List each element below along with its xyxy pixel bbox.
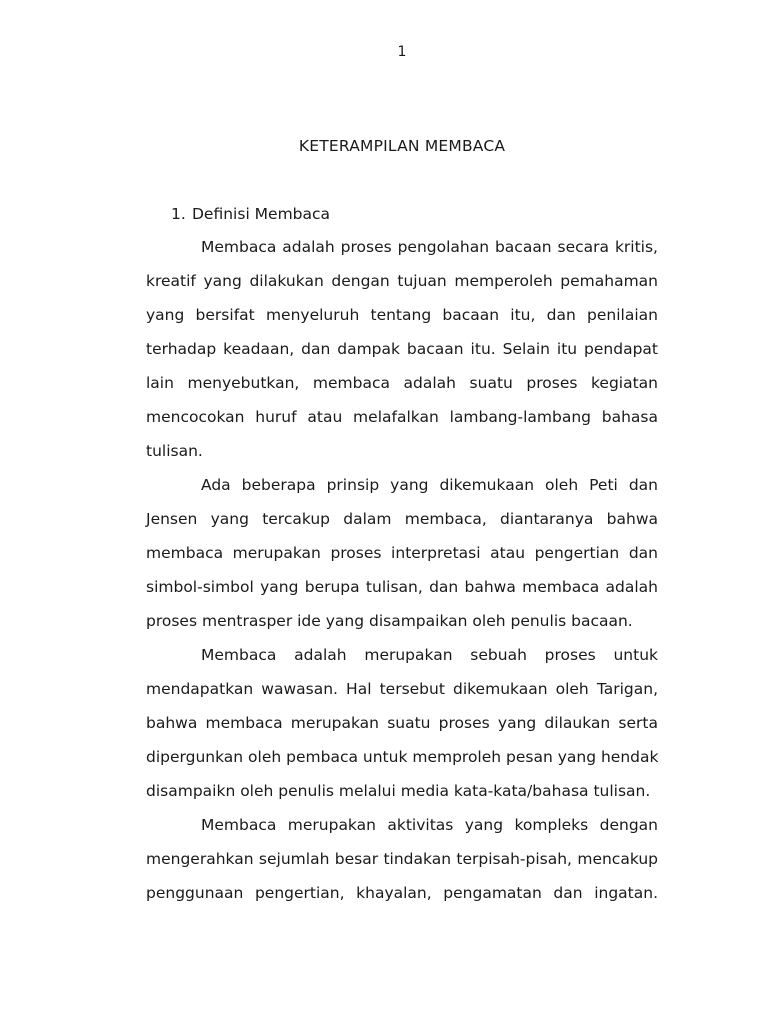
section-title: Definisi Membaca [192,205,331,223]
body-line: mencocokan huruf atau melafalkan lambang-lambang bahasa [146,408,658,426]
body-line: Ada beberapa prinsip yang dikemukaan oleh Peti dan [201,476,658,494]
body-line: mengerahkan sejumlah besar tindakan terpisah-pisah, mencakup [146,850,658,868]
body-line: mendapatkan wawasan. Hal tersebut dikemukaan oleh Tarigan, [146,680,658,698]
body-line: yang bersifat menyeluruh tentang bacaan itu, dan penilaian [146,306,658,324]
document-title: KETERAMPILAN MEMBACA [298,137,506,155]
body-line: kreatif yang dilakukan dengan tujuan memperoleh pemahaman [146,272,658,290]
section-heading [171,204,330,224]
body-line: simbol-simbol yang berupa tulisan, dan bahwa membaca adalah [146,578,658,596]
body-line: terhadap keadaan, dan dampak bacaan itu. Selain itu pendapat [146,340,658,358]
body-line: Membaca adalah proses pengolahan bacaan secara kritis, [201,238,658,256]
body-line: dipergunkan oleh pembaca untuk memproleh pesan yang hendak [146,748,659,766]
section-number: 1. [171,205,186,223]
body-line: lain menyebutkan, membaca adalah suatu proses kegiatan [146,374,658,392]
body-line: penggunaan pengertian, khayalan, pengamatan dan ingatan. [146,884,658,902]
body-line: disampaikn oleh penulis melalui media kata-kata/bahasa tulisan. [146,782,651,800]
body-line: tulisan. [146,442,203,460]
body-line: Membaca merupakan aktivitas yang kompleks dengan [201,816,658,834]
page-number: 1 [397,44,407,60]
body-line: membaca merupakan proses interpretasi atau pengertian dan [146,544,658,562]
body-line: Jensen yang tercakup dalam membaca, diantaranya bahwa [146,510,658,528]
body-text [146,237,658,917]
body-line: bahwa membaca merupakan suatu proses yang dilaukan serta [146,714,658,732]
body-line: proses mentrasper ide yang disampaikan oleh penulis bacaan. [146,612,633,630]
body-line: Membaca adalah merupakan sebuah proses untuk [201,646,658,664]
